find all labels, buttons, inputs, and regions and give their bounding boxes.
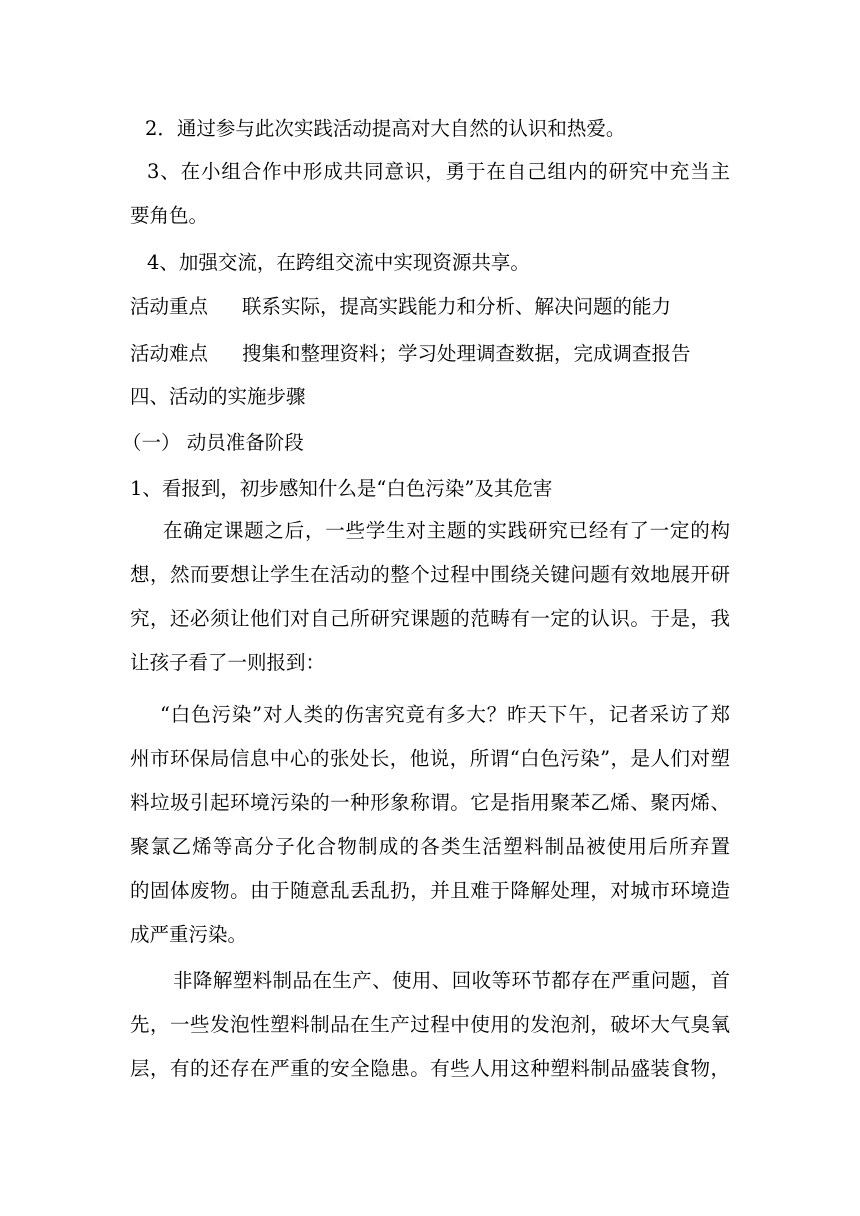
- key-point-text: 联系实际，提高实践能力和分析、解决问题的能力: [242, 295, 672, 318]
- difficulty-row: [130, 342, 691, 366]
- step-1-heading: 1、看报到，初步感知什么是“白色污染”及其危害: [130, 477, 553, 500]
- objective-item-4: 4、加强交流，在跨组交流中实现资源共享。: [147, 251, 530, 274]
- paragraph-2-line-4: 聚氯乙烯等高分子化合物制成的各类生活塑料制品被使用后所弃置: [130, 835, 730, 858]
- paragraph-3-line-2: 先，一些发泡性塑料制品在生产过程中使用的发泡剂，破坏大气臭氧: [130, 1013, 730, 1036]
- paragraph-1-line-2: 想，然而要想让学生在活动的整个过程中围绕关键问题有效地展开研: [130, 563, 730, 586]
- paragraph-2-line-6: 成严重污染。: [130, 923, 248, 946]
- objective-item-3-line-1: 3、在小组合作中形成共同意识，勇于在自己组内的研究中充当主: [147, 160, 730, 183]
- section-heading: 四、活动的实施步骤: [130, 385, 306, 408]
- paragraph-2-line-2: 州市环保局信息中心的张处长，他说，所谓“白色污染”，是人们对塑: [130, 747, 730, 770]
- key-point-row: [130, 295, 671, 319]
- paragraph-1-line-3: 究，还必须让他们对自己所研究课题的范畴有一定的认识。于是，我: [130, 607, 730, 630]
- difficulty-text: 搜集和整理资料；学习处理调查数据，完成调查报告: [242, 342, 691, 365]
- difficulty-label: 活动难点: [130, 342, 209, 365]
- paragraph-3-line-3: 层，有的还存在严重的安全隐患。有些人用这种塑料制品盛装食物，: [130, 1057, 730, 1080]
- paragraph-2-line-1: “白色污染”对人类的伤害究竟有多大？昨天下午，记者采访了郑: [160, 703, 730, 726]
- objective-item-3-line-2: 要角色。: [130, 204, 209, 227]
- paragraph-1-line-1: 在确定课题之后，一些学生对主题的实践研究已经有了一定的构: [163, 519, 730, 542]
- paragraph-2-line-5: 的固体废物。由于随意乱丢乱扔，并且难于降解处理，对城市环境造: [130, 879, 730, 902]
- key-point-label: 活动重点: [130, 295, 209, 318]
- objective-item-2: 2．通过参与此次实践活动提高对大自然的认识和热爱。: [145, 117, 626, 140]
- paragraph-3-line-1: 非降解塑料制品在生产、使用、回收等环节都存在严重问题，首: [173, 969, 730, 992]
- paragraph-1-line-4: 让孩子看了一则报到：: [130, 651, 326, 674]
- paragraph-2-line-3: 料垃圾引起环境污染的一种形象称谓。它是指用聚苯乙烯、聚丙烯、: [130, 791, 730, 814]
- stage-heading: （一） 动员准备阶段: [122, 431, 304, 454]
